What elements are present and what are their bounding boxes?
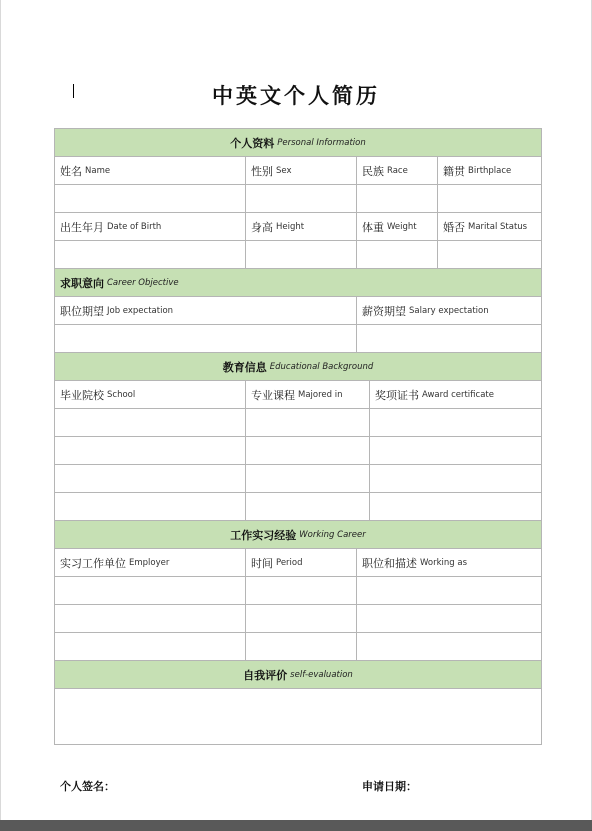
school-field[interactable]: [55, 493, 246, 520]
section-education: [55, 353, 541, 381]
work-row: [55, 633, 541, 661]
section-title-en: Personal Information: [277, 137, 366, 148]
employer-field[interactable]: [55, 605, 246, 632]
award-field[interactable]: [370, 409, 541, 436]
birthplace-field[interactable]: [438, 185, 541, 212]
award-field[interactable]: [370, 437, 541, 464]
self-evaluation-field[interactable]: [55, 689, 541, 744]
education-row: [55, 409, 541, 437]
page-bottom-bar: [0, 820, 592, 831]
school-field[interactable]: [55, 465, 246, 492]
resume-table: [54, 128, 542, 745]
section-title-cn: 教育信息: [222, 360, 267, 374]
section-title-en: self-evaluation: [290, 669, 353, 680]
award-field[interactable]: [370, 465, 541, 492]
weight-field[interactable]: [357, 241, 438, 268]
label-sex: 性别 Sex: [246, 157, 357, 184]
period-field[interactable]: [246, 633, 357, 660]
section-title-cn: 求职意向: [60, 276, 104, 290]
section-title-en: Educational Background: [269, 361, 374, 372]
personal-label-row-2: [55, 213, 541, 241]
period-field[interactable]: [246, 605, 357, 632]
work-row: [55, 605, 541, 633]
working-as-field[interactable]: [357, 633, 541, 660]
label-marital-status: 婚否 Marital Status: [443, 220, 528, 234]
personal-value-row-2: [55, 241, 541, 269]
application-date-label: 申请日期：: [362, 780, 417, 793]
school-field[interactable]: [55, 437, 246, 464]
major-field[interactable]: [246, 465, 370, 492]
label-birthplace: 籍贯 Birthplace: [443, 164, 512, 178]
work-label-row: [55, 549, 541, 577]
label-weight: 体重 Weight: [357, 213, 438, 240]
signature-label: 个人签名：: [60, 780, 115, 793]
education-row: [55, 437, 541, 465]
race-field[interactable]: [357, 185, 438, 212]
period-field[interactable]: [246, 577, 357, 604]
education-row: [55, 493, 541, 521]
marital-status-field[interactable]: [438, 241, 541, 268]
working-as-field[interactable]: [357, 577, 541, 604]
height-field[interactable]: [246, 241, 357, 268]
job-expectation-field[interactable]: [55, 325, 357, 352]
salary-expectation-field[interactable]: [357, 325, 541, 352]
label-award-certificate: 奖项证书 Award certificate: [375, 388, 494, 402]
label-salary-expectation: 薪资期望 Salary expectation: [362, 304, 489, 318]
section-title-cn: 个人资料: [230, 136, 275, 150]
section-title-en: Working Career: [299, 529, 366, 540]
date-of-birth-field[interactable]: [55, 241, 246, 268]
school-field[interactable]: [55, 409, 246, 436]
section-personal-info: [55, 129, 541, 157]
section-career-objective: [55, 269, 541, 297]
label-school: 毕业院校 School: [55, 381, 246, 408]
major-field[interactable]: [246, 437, 370, 464]
major-field[interactable]: [246, 493, 370, 520]
label-job-expectation: 职位期望 Job expectation: [55, 297, 357, 324]
section-self-evaluation: [55, 661, 541, 689]
objective-value-row: [55, 325, 541, 353]
award-field[interactable]: [370, 493, 541, 520]
label-employer: 实习工作单位 Employer: [55, 549, 246, 576]
label-working-as: 职位和描述 Working as: [362, 556, 468, 570]
work-row: [55, 577, 541, 605]
document-title: 中英文个人简历: [212, 84, 380, 108]
sex-field[interactable]: [246, 185, 357, 212]
label-race: 民族 Race: [357, 157, 438, 184]
label-period: 时间 Period: [246, 549, 357, 576]
employer-field[interactable]: [55, 577, 246, 604]
page-edge-left: [0, 0, 1, 820]
label-date-of-birth: 出生年月 Date of Birth: [55, 213, 246, 240]
employer-field[interactable]: [55, 633, 246, 660]
section-title-en: Career Objective: [107, 277, 179, 288]
section-working-career: [55, 521, 541, 549]
section-title-cn: 工作实习经验: [230, 528, 297, 542]
working-as-field[interactable]: [357, 605, 541, 632]
personal-value-row-1: [55, 185, 541, 213]
label-name: 姓名 Name: [55, 157, 246, 184]
section-title-cn: 自我评价: [243, 668, 288, 682]
label-majored-in: 专业课程 Majored in: [246, 381, 370, 408]
education-row: [55, 465, 541, 493]
objective-label-row: [55, 297, 541, 325]
label-height: 身高 Height: [246, 213, 357, 240]
education-label-row: [55, 381, 541, 409]
personal-label-row-1: [55, 157, 541, 185]
major-field[interactable]: [246, 409, 370, 436]
name-field[interactable]: [55, 185, 246, 212]
